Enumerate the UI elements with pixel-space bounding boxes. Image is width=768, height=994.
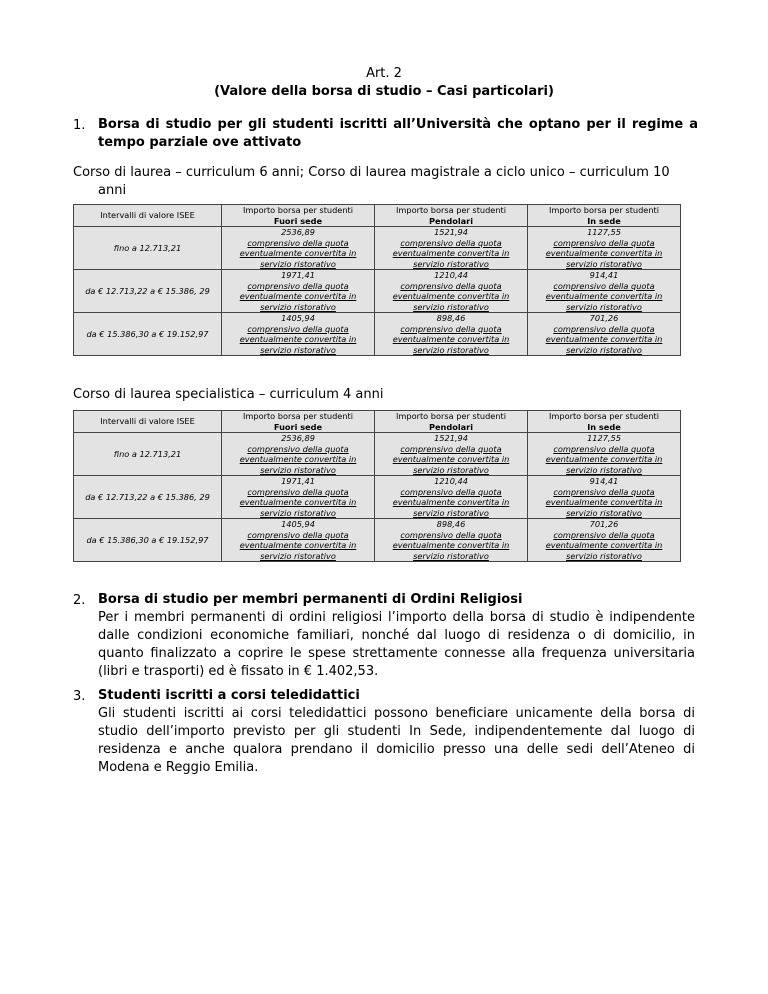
note-line: eventualmente convertita in <box>239 248 357 258</box>
amount-cell <box>528 519 681 562</box>
category-label: In sede <box>587 421 621 432</box>
amount-cell <box>528 270 681 313</box>
amount-value: 1521,94 <box>434 227 468 237</box>
range-header: Intervalli di valore ISEE <box>74 205 222 227</box>
table-header-row <box>74 205 681 227</box>
category-label: In sede <box>587 215 621 226</box>
header-fuori-sede <box>222 205 375 227</box>
note-line: comprensivo della quota <box>553 529 655 540</box>
note-line: comprensivo della quota <box>247 323 349 334</box>
amount-cell <box>222 313 375 356</box>
amount-value: 1127,55 <box>587 227 621 237</box>
amount-value: 2536,89 <box>281 433 315 443</box>
note-line: eventualmente convertita in <box>392 291 510 301</box>
note-line: servizio ristorativo <box>413 301 489 312</box>
table-row <box>74 476 681 519</box>
note-line: comprensivo della quota <box>400 443 502 454</box>
amount-value: 1210,44 <box>434 476 468 486</box>
section-1-number: 1. <box>73 118 86 133</box>
note-line: servizio ristorativo <box>413 344 489 355</box>
range-cell: da € 12.713,22 a € 15.386, 29 <box>74 270 222 313</box>
amount-cell <box>528 313 681 356</box>
note-line: eventualmente convertita in <box>239 497 357 507</box>
amount-value: 1127,55 <box>587 433 621 443</box>
table-row <box>74 227 681 270</box>
note-line: eventualmente convertita in <box>545 497 663 507</box>
note-line: servizio ristorativo <box>566 464 642 475</box>
note-line: servizio ristorativo <box>413 464 489 475</box>
note-line: servizio ristorativo <box>260 301 336 312</box>
note-line: servizio ristorativo <box>260 344 336 355</box>
table-header-row <box>74 411 681 433</box>
header-pendolari <box>375 205 528 227</box>
note-line: servizio ristorativo <box>566 258 642 269</box>
note-line: comprensivo della quota <box>553 323 655 334</box>
amount-value: 2536,89 <box>281 227 315 237</box>
note-line: servizio ristorativo <box>413 550 489 561</box>
range-cell: fino a 12.713,21 <box>74 227 222 270</box>
amount-value: 701,26 <box>589 519 619 529</box>
section-2-number: 2. <box>73 593 86 608</box>
amount-cell <box>222 227 375 270</box>
note-line: comprensivo della quota <box>400 323 502 334</box>
note-line: servizio ristorativo <box>260 550 336 561</box>
section-3-title: Studenti iscritti a corsi teledidattici <box>98 688 360 703</box>
note-line: comprensivo della quota <box>247 443 349 454</box>
amount-cell <box>528 227 681 270</box>
note-line: eventualmente convertita in <box>392 334 510 344</box>
table-1-caption <box>73 164 698 200</box>
note-line: eventualmente convertita in <box>545 334 663 344</box>
note-line: comprensivo della quota <box>400 486 502 497</box>
amount-prefix: Importo borsa per studenti <box>242 411 354 421</box>
amount-value: 898,46 <box>436 313 466 323</box>
note-line: comprensivo della quota <box>553 237 655 248</box>
note-line: servizio ristorativo <box>566 301 642 312</box>
note-line: servizio ristorativo <box>566 550 642 561</box>
category-label: Fuori sede <box>273 421 323 432</box>
header-fuori-sede <box>222 411 375 433</box>
isee-table-2 <box>73 410 681 562</box>
note-line: comprensivo della quota <box>553 443 655 454</box>
note-line: comprensivo della quota <box>400 280 502 291</box>
category-label: Pendolari <box>428 421 474 432</box>
isee-table-1 <box>73 204 681 356</box>
note-line: eventualmente convertita in <box>392 248 510 258</box>
amount-cell <box>375 476 528 519</box>
note-line: comprensivo della quota <box>247 486 349 497</box>
amount-cell <box>222 476 375 519</box>
amount-value: 1210,44 <box>434 270 468 280</box>
section-1-title: Borsa di studio per gli studenti iscritti all’Università che optano per il regime a tempo parziale ove attivato <box>98 117 698 150</box>
range-cell: fino a 12.713,21 <box>74 433 222 476</box>
note-line: servizio ristorativo <box>260 464 336 475</box>
header-in-sede <box>528 411 681 433</box>
amount-cell <box>375 313 528 356</box>
note-line: servizio ristorativo <box>260 507 336 518</box>
header-in-sede <box>528 205 681 227</box>
note-line: comprensivo della quota <box>400 529 502 540</box>
amount-prefix: Importo borsa per studenti <box>242 205 354 215</box>
note-line: eventualmente convertita in <box>545 291 663 301</box>
range-cell: da € 12.713,22 a € 15.386, 29 <box>74 476 222 519</box>
table-row <box>74 313 681 356</box>
note-line: comprensivo della quota <box>553 280 655 291</box>
note-line: comprensivo della quota <box>247 529 349 540</box>
table-1-caption-line2: anni <box>98 183 127 198</box>
range-cell: da € 15.386,30 a € 19.152,97 <box>74 313 222 356</box>
amount-value: 1405,94 <box>281 519 315 529</box>
note-line: eventualmente convertita in <box>239 454 357 464</box>
note-line: eventualmente convertita in <box>545 248 663 258</box>
note-line: comprensivo della quota <box>247 237 349 248</box>
amount-cell <box>222 433 375 476</box>
range-cell: da € 15.386,30 a € 19.152,97 <box>74 519 222 562</box>
table-row <box>74 519 681 562</box>
amount-cell <box>375 270 528 313</box>
amount-prefix: Importo borsa per studenti <box>395 411 507 421</box>
note-line: comprensivo della quota <box>553 486 655 497</box>
amount-value: 1971,41 <box>281 270 315 280</box>
category-label: Fuori sede <box>273 215 323 226</box>
note-line: comprensivo della quota <box>400 237 502 248</box>
note-line: eventualmente convertita in <box>392 454 510 464</box>
amount-cell <box>375 227 528 270</box>
note-line: servizio ristorativo <box>413 507 489 518</box>
table-row <box>74 270 681 313</box>
note-line: eventualmente convertita in <box>239 540 357 550</box>
amount-value: 914,41 <box>589 270 619 280</box>
amount-value: 914,41 <box>589 476 619 486</box>
note-line: servizio ristorativo <box>413 258 489 269</box>
amount-value: 701,26 <box>589 313 619 323</box>
note-line: eventualmente convertita in <box>545 454 663 464</box>
amount-value: 1971,41 <box>281 476 315 486</box>
amount-cell <box>528 433 681 476</box>
amount-cell <box>222 519 375 562</box>
amount-prefix: Importo borsa per studenti <box>395 205 507 215</box>
category-label: Pendolari <box>428 215 474 226</box>
section-3-number: 3. <box>73 689 86 704</box>
amount-cell <box>528 476 681 519</box>
amount-value: 898,46 <box>436 519 466 529</box>
section-2-body: Per i membri permanenti di ordini religiosi l’importo della borsa di studio è indipendente dalle condizioni economiche familiari, nonché dal luogo di residenza o di domicilio, in quanto finalizzato a coprire le spese strettamente connesse alla frequenza universitaria (libri e trasporti) ed è fissato in € 1.402,53. <box>98 610 695 679</box>
note-line: servizio ristorativo <box>566 344 642 355</box>
amount-cell <box>375 433 528 476</box>
note-line: servizio ristorativo <box>260 258 336 269</box>
note-line: eventualmente convertita in <box>239 291 357 301</box>
header-pendolari <box>375 411 528 433</box>
amount-prefix: Importo borsa per studenti <box>548 205 660 215</box>
article-number: Art. 2 <box>366 66 402 81</box>
note-line: eventualmente convertita in <box>392 540 510 550</box>
note-line: comprensivo della quota <box>247 280 349 291</box>
table-1-caption-line1: Corso di laurea – curriculum 6 anni; Corso di laurea magistrale a ciclo unico – curriculum 10 <box>73 165 670 180</box>
note-line: servizio ristorativo <box>566 507 642 518</box>
amount-cell <box>222 270 375 313</box>
amount-prefix: Importo borsa per studenti <box>548 411 660 421</box>
amount-value: 1521,94 <box>434 433 468 443</box>
note-line: eventualmente convertita in <box>239 334 357 344</box>
range-header: Intervalli di valore ISEE <box>74 411 222 433</box>
amount-cell <box>375 519 528 562</box>
table-row <box>74 433 681 476</box>
note-line: eventualmente convertita in <box>392 497 510 507</box>
note-line: eventualmente convertita in <box>545 540 663 550</box>
amount-value: 1405,94 <box>281 313 315 323</box>
article-subtitle: (Valore della borsa di studio – Casi particolari) <box>214 84 554 99</box>
section-3-body: Gli studenti iscritti ai corsi teledidattici possono beneficiare unicamente della borsa di studio dell’importo previsto per gli studenti In Sede, indipendentemente dal luogo di residenza e anche qualora prendano il domicilio presso una delle sedi dell’Ateneo di Modena e Reggio Emilia. <box>98 706 695 775</box>
table-2-caption: Corso di laurea specialistica – curriculum 4 anni <box>73 387 384 402</box>
section-2-title: Borsa di studio per membri permanenti di Ordini Religiosi <box>98 592 523 607</box>
